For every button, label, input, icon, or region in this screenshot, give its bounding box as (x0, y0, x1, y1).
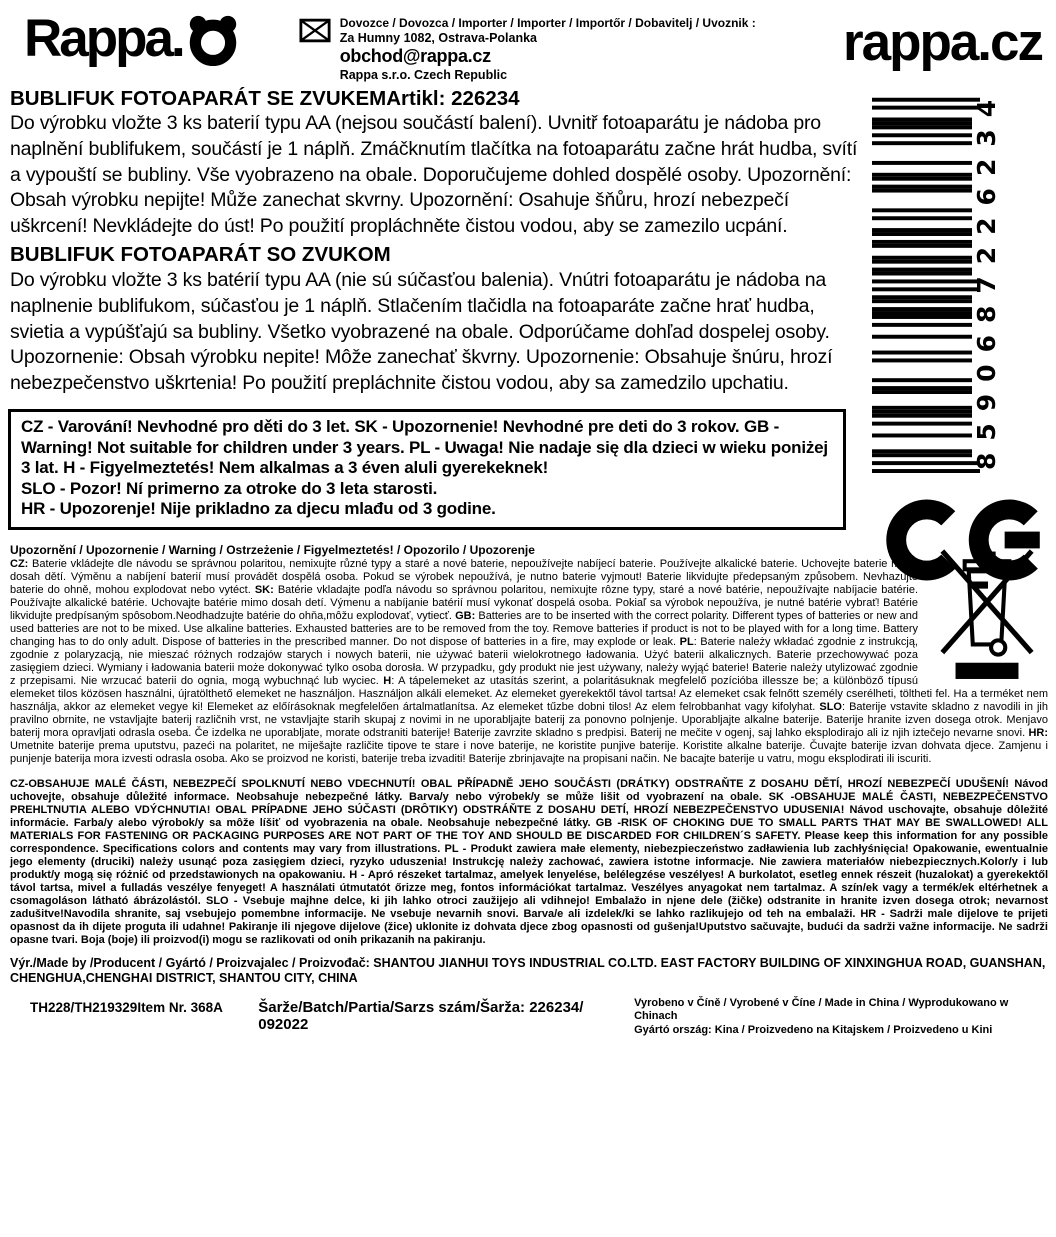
ean-barcode (872, 87, 1002, 476)
battery-warning-heading: Upozornění / Upozornenie / Warning / Ostrzeżenie / Figyelmeztetés! / Opozorilo / Upozorenje (10, 542, 535, 557)
envelope-icon (299, 18, 331, 83)
product-description-sk: Do výrobku vložte 3 ks batérií typu AA (nie sú súčasťou balenia). Vnútri fotoaparátu je nádoba na naplnenie bublifukom, súčasťou je 1 náplň. Stlačením tlačidla na fotoaparáte začne hrať hudba, svietia a vypúšťajú sa bubliny. Všetko vyobrazené na obale. Odporúčame dohľad dospelej osoby. Upozornenie: Obsah výrobku nepite! Môže zanechať škvrny. Upozornenie: Obsahuje šnúru, hrozí nebezpečenstvo uškrtenia! Po použití prepláchnite čistou vodou, aby sa zamedzilo upchatiu. (10, 268, 833, 395)
age-warning-line-2: SLO - Pozor! Ní primerno za otroke do 3 leta starosti. (21, 478, 438, 498)
battery-warning-section (10, 543, 1048, 947)
importer-company: Rappa s.r.o. Czech Republic (339, 68, 508, 82)
header (0, 0, 1056, 84)
age-warning-box (8, 409, 846, 530)
item-number: TH228/TH219329Item Nr. 368A (30, 999, 223, 1015)
age-warning-line-3: HR - Upozorenje! Nije prikladno za djecu mlađu od 3 godine. (21, 499, 496, 519)
made-in-block (634, 997, 1048, 1038)
battery-warning-text: CZ: Baterie vkládejte dle návodu se správnou polaritou, nemixujte různé typy a staré a nové baterie, nepoužívejte nabíjecí baterie. Používejte alkalické baterie. Uchovejte baterie mimo dosah dětí. Výměnu a nabíjení baterií musí provádět dospělá osoba. Pokud se výrobek nepoužívá, je nutno baterie vyjmout! Baterie likvidujte předepsaným způsobem. Nevhazujte baterie do ohně, mohou explodovat nebo vytéct. SK: Batérie vkladajte podľa návodu so správnou polaritou, nemixujte rôzne typy, staré a nové batérie, nepoužívajte nabíjacie batérie. Používajte alkalické batérie. Uchovajte batérie mimo dosah detí. Výmenu a nabíjanie batérií musí vykonať dospelá osoba. Pokiaľ sa výrobok nepoužíva, je nutné batérie vybrať! Batérie likvidujte predpísaným spôsobom.Neodhadzujte batérie do ohňa,môžu explodovať, vytiecť. GB: Batteries are to be inserted with the correct polarity. Different types of batteries or new and used batteries are not to be mixed. Use alkaline batteries. Exhausted batteries are to be removed from the toy. Remove batteries if product is not to be played with for a long time. Battery changing has to do only adult. Dispose of batteries in the prescribed manner. Do not dispose of batteries in a fire, may explode or leak. PL: Baterie należy wkładać zgodnie z instrukcją, zgodnie z polaryzacją, nie mieszać różnych rodzajów starych i nowych baterii, nie używać baterii wielokrotnego ładowania. Użyć baterii alkalicznych. Baterie przechowywać poza zasięgiem dzieci. Wymiany i ładowania baterii może dokonywać tylko osoba dorosła. W przypadku, gdy produkt nie jest używany, należy wyjąć baterie! Baterie należy utylizować zgodnie z przepisami. Nie wrzucać baterii do ognia, mogą wybuchnąć lub wyciec. H: A tápelemeket az utasítás szerint, a polaritásuknak megfelelő pozícióba illessze be; a különböző típusú elemeket tilos közösen használni, újratölthető elemeket ne használjon. Használjon alkáli elemeket. Az elemeket gyerekektől távol tartsa! Az elemeket csak felnőtt személy cserélheti, töltheti fel. Ha a terméket nem használja, akkor az elemeket vegye ki! Elemeket az előírásoknak megfelelően ártalmatlanítsa. Az elemeket tűzbe dobni tilos! Az elem felrobbanhat vagy kifolyhat. SLO: Baterije vstavite skladno z navodili in jih pravilno obrnite, ne vstavljajte baterij različnih vrst, ne vstavljajte starih skupaj z novimi in ne uporabljajte baterij za ponovno polnjenje. Uporabljajte alkalne baterije. Baterije hranite izven dosega otrok. Menjavo baterij mora opravljati odrasla oseba. Če izdelka ne uporabljate, morate odstraniti baterije! Baterije zavrzite skladno s predpisi. Baterij ne mečite v ogenj, saj lahko eksplodirajo ali iz njih iztečejo nevarne snovi. HR: Umetnite baterije prema uputstvu, pazeći na polaritet, ne miješajte različite tipove te stare i nove baterije, ne koristite punjive baterije. Koristite alkalne baterije. Čuvajte baterije izvan dohvata djece. Zamjenu i punjenje baterija mora izvesti odrasla osoba. Ako se proizvod ne koristi, baterije treba izvaditi! Baterije zbrinjavajte na propisani način. Ne bacajte baterije u vatru, mogu eksplodirati ili iscuriti. (10, 557, 1048, 765)
importer-label: Dovozce / Dovozca / Importer / Importer / Importőr / Dobavitelj / Uvoznik : (339, 16, 756, 30)
description-column (10, 86, 866, 397)
ce-mark (884, 484, 1052, 596)
age-warning-line-1: CZ - Varování! Nevhodné pro děti do 3 let. SK - Upozornenie! Nevhodné pre deti do 3 rokov. GB - Warning! Not suitable for children under 3 years. PL - Uwaga! Nie nadaje się dla dzieci w wieku poniżej 3 lat. H - Figyelmeztetés! Nem alkalmas a 3 éven aluli gyerekeknek! (21, 416, 828, 478)
barcode-strip (872, 87, 1002, 474)
article-number: Artikl: 226234 (386, 87, 520, 110)
product-description-cz: Do výrobku vložte 3 ks baterií typu AA (nejsou součástí balení). Uvnitř fotoaparátu je nádoba pro naplnění bublifukem, součástí je 1 náplň. Zmáčknutím tlačítka na fotoaparátu začne hrát hudba, svítí a vypouští se bubliny. Vše vyobrazeno na obale. Doporučujeme dohled dospělé osoby. Upozornění: Obsah výrobku nepijte! Může zanechat skvrny. Upozornění: Osahuje šňůru, hrozí nebezpečí uškrcení! Nevkládejte do úst! Po použití propláchněte čistou vodou, aby se zamezilo ucpání. (10, 112, 858, 238)
batch-number: Šarže/Batch/Partia/Sarzs szám/Šarža: 226234/ 092022 (258, 998, 584, 1033)
product-title-sk: BUBLIFUK FOTOAPARÁT SO ZVUKOM (10, 242, 391, 266)
importer-email: obchod@rappa.cz (339, 46, 491, 66)
title-row (10, 86, 866, 111)
made-in-line-1: Vyrobeno v Číně / Vyrobené v Číne / Made in China / Wyprodukowano w Chinach (634, 996, 1009, 1023)
rappa-logo (24, 10, 241, 66)
importer-address: Za Humny 1082, Ostrava-Polanka (339, 31, 538, 45)
rappa-cz-logo: rappa.cz (842, 13, 1042, 72)
importer-block (299, 10, 756, 83)
barcode-bars (872, 96, 986, 474)
bear-head-icon (185, 14, 241, 66)
rappa-logo-text: Rappa. (24, 8, 183, 68)
importer-lines (340, 16, 756, 83)
safety-warning-text: CZ-OBSAHUJE MALÉ ČÁSTI, NEBEZPEČÍ SPOLKNUTÍ NEBO VDECHNUTÍ! OBAL PŘÍPADNĚ JEHO SOUČÁSTI (DRÁTKY) ODSTRAŇTE Z DOSAHU DĚTÍ, HROZÍ NEBEZPEČÍ UDUŠENÍ! Návod uchovejte, obsahuje důležité informace. Neobsahuje nebezpečné látky. Barva/y nebo výrobek/y se může lišit od vyobrazení na obale. SK -OBSAHUJE MALÉ ČASTI, NEBEZPEČENSTVO PREHLTNUTIA ALEBO VDÝCHNUTIA! OBAL PRÍPADNE JEHO SÚČASTI (DRÔTIKY) ODSTRÁŇTE Z DOSAHU DETÍ, HROZÍ NEBEZPEČENSTVO UDUSENIA! Návod uschovajte, obsahuje dôležité informácie. Farba/y alebo výrobok/y sa môže líšiť od vyobrazenia na obale. Neobsahuje nebezpečné látky. GB -RISK OF CHOKING DUE TO SMALL PARTS THAT MAY BE SWALLOWED! ALL MATERIALS FOR FASTENING OR PACKAGING PURPOSES ARE NOT PART OF THE TOY AND SHOULD BE DISCARDED FOR CHILDREN´S SAFETY. Please keep this information for any possible correspondence. Specifications colors and contents may vary from illustrations. PL - Produkt zawiera małe elementy, niebezpieczeństwo zadławienia lub zachłyśnięcia! Opakowanie, ewentualnie jego elementy (druciki) należy usunąć poza zasięgiem dzieci, ryzyko uduszenia! Instrukcję należy zachować, zawiera istotne informacje. Nie zawiera materiałów niebezpiecznych.Kolor/y i lub produkt/y mogą się różnić od przedstawionych na opakowaniu. H - Apró részeket tartalmaz, amelyek lenyelése, belélegzése veszélyes! A burkolatot, esetleg ennek részeit (huzalokat) a gyerekektől távol tartsa, mivel a fulladás veszélye fenyeget! A használati útmutatót őrizze meg, fontos információkat tartalmaz. Veszélyes anyagokat nem tartalmaz. A szín/ek vagy a termék/ek eltérhetnek a csomagoláson látható ábrázolástól. SLO - Vsebuje majhne delce, ki jih lahko otroci zaužijejo ali vdihnejo! Embalažo in njene dele (žičke) odstranite in hranite izven dosega otrok; nevarnost zadušitve!Navodila shranite, saj vsebujejo pomembne informacije. Ne vsebuje nevarnih snovi. Barva/e ali izdelek/ki se lahko razlikujejo od teh na embalaži. HR - Sadrži male dijelove te prijeti opasnost da ih dijete proguta ili udahne! Pakiranje ili njegove dijelove (žice) uklonite iz dohvata djece zbog opasnosti od gušenja!Uputstvo sačuvajte, budući da sadrži važne informacije. Ne sadrži opasne tvari. Boja (boje) ili proizvod(i) mogu se razlikovati od onih prikazanih na pakiranju. (10, 777, 1048, 946)
product-title-cz: BUBLIFUK FOTOAPARÁT SE ZVUKEM (10, 87, 387, 110)
barcode-number: 8590687226234 (972, 87, 1001, 470)
footer (30, 997, 1048, 1038)
made-in-line-2: Gyártó ország: Kina / Proizvedeno na Kitajskem / Proizvedeno u Kini (634, 1023, 993, 1036)
producer-line: Výr./Made by /Producent / Gyártó / Proizvajalec / Proizvođač: SHANTOU JIANHUI TOYS INDUSTRIAL CO.LTD. EAST FACTORY BUILDING OF XINXINGHUA ROAD, GUANSHAN, CHENGHUA,CHENGHAI DISTRICT, SHANTOU CITY, CHINA (10, 955, 1046, 986)
